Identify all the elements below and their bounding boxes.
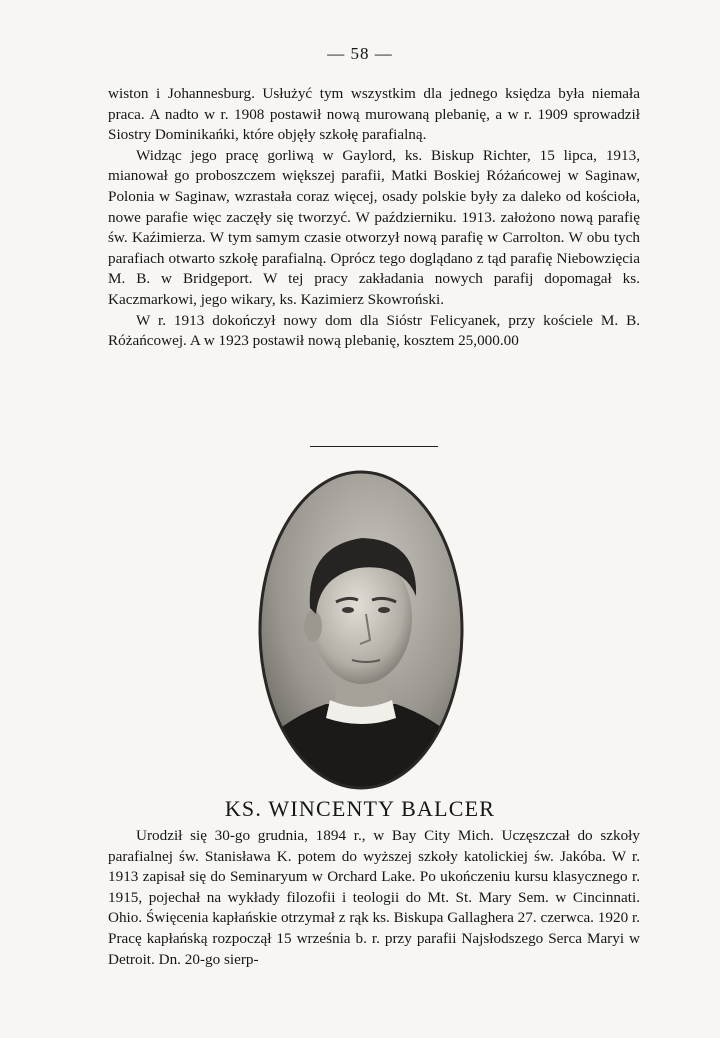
section-heading: KS. WINCENTY BALCER (224, 796, 496, 821)
page-number: — 58 — (327, 44, 393, 63)
paragraph: Urodził się 30-go grudnia, 1894 r., w Bay City Mich. Uczęszczał do szkoły parafialnej św. Stanisława K. potem do wyższej szkoły katolickiej św. Jakóba. W r. 1913 zapisał się do Seminaryum w Orchard Lake. Po ukończeniu kursu klasycznego r. 1915, pojechał na wykłady filozofii i teologii do Mt. St. Mary Sem. w Cincinnati. Ohio. Święcenia kapłańskie otrzymał z rąk ks. Biskupa Gallaghera 27. czerwca. 1920 r. Pracę kapłańską rozpoczął 15 września b. r. przy parafii Najsłodszego Serca Maryi w Detroit. Dn. 20-go sierp- (108, 827, 640, 968)
bio-text-block (108, 826, 640, 970)
paragraph: W r. 1913 dokończył nowy dom dla Sióstr Felicyanek, przy kościele M. B. Różańcowej. A w 1923 postawił nową plebanię, kosztem 25,000.00 (108, 311, 640, 350)
portrait-photo (256, 468, 466, 792)
section-divider (310, 446, 438, 447)
top-text-block (108, 84, 640, 352)
paragraph: wiston i Johannesburg. Usłużyć tym wszystkim dla jednego księdza była niemała praca. A nadto w r. 1908 postawił nową murowaną plebanię, a w r. 1909 sprowadził Siostry Dominikańki, które objęły szkołę parafialną. (108, 85, 640, 144)
paragraph: Widząc jego pracę gorliwą w Gaylord, ks. Biskup Richter, 15 lipca, 1913, mianował go proboszczem większej parafii, Matki Boskiej Różańcowej w Saginaw, Polonia w Saginaw, wzrastała coraz więcej, osady polskie były za daleko od kościoła, nowe parafie więc zaczęły się tworzyć. W październiku. 1913. założono nową parafię św. Kaźimierza. W tym samym czasie otworzył nową parafię w Carrolton. W obu tych parafiach otwarto szkołę parafialną. Oprócz tego doglądano z tąd parafię Niebowzięcia M. B. w Bridgeport. W tej pracy zakładania nowych parafij dopomagał ks. Kaczmarkowi, jego wikary, ks. Kazimierz Skowroński. (108, 146, 640, 308)
